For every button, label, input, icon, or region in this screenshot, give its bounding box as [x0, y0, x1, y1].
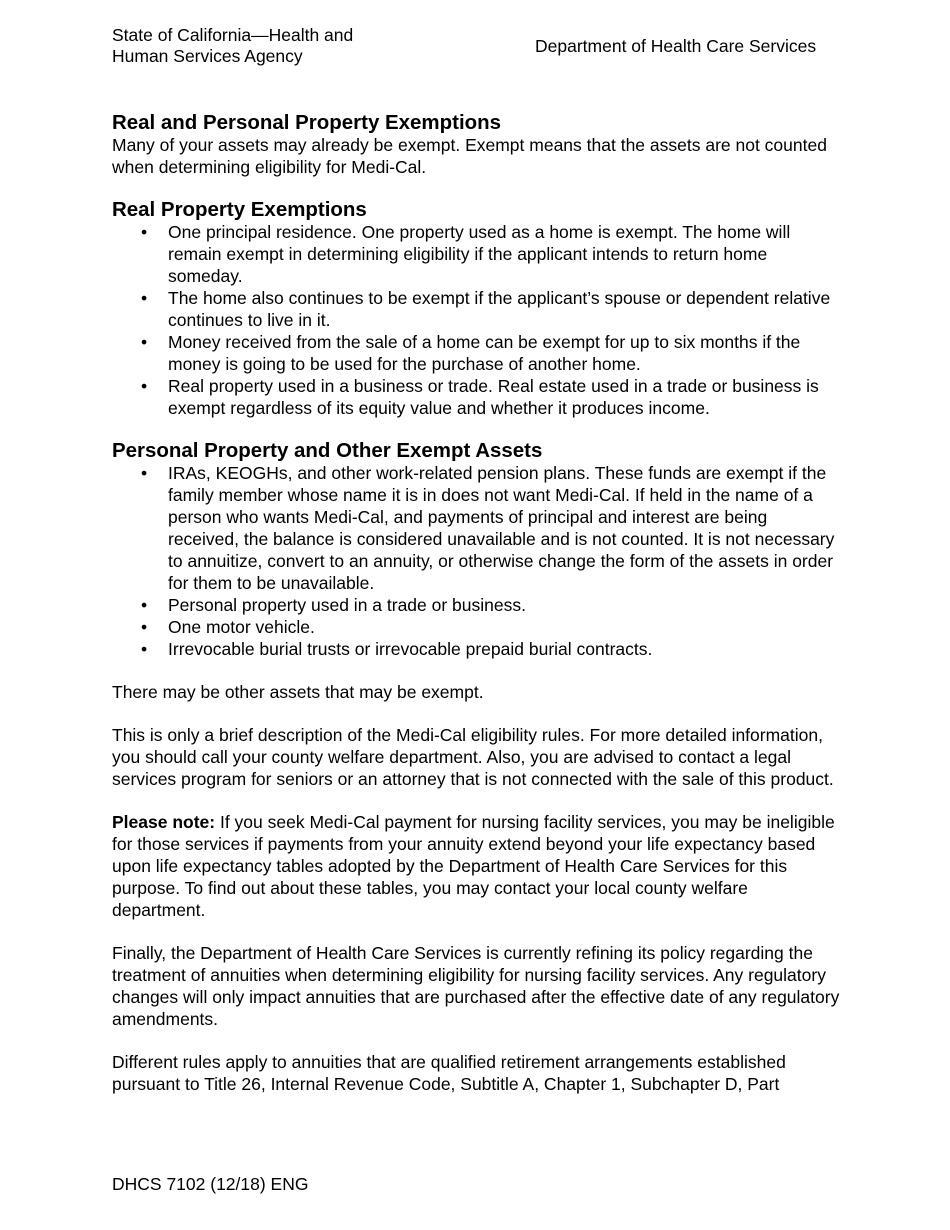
please-note-label: Please note: [112, 812, 216, 832]
form-identifier: DHCS 7102 (12/18) ENG [112, 1174, 309, 1194]
section-title-property-exemptions: Real and Personal Property Exemptions [112, 111, 502, 134]
list-item-text: Irrevocable burial trusts or irrevocable prepaid burial contracts. [168, 639, 653, 659]
please-note-text: If you seek Medi-Cal payment for nursing facility services, you may be ineligible for those services if payments from your annuity extend beyond your life expectancy based upon life expectancy tables adopted by the Department of Health Care Services for this purpose. To find out about these tables, you may contact your local county welfare department. [112, 812, 835, 920]
list-item [112, 616, 842, 638]
intro-paragraph: Many of your assets may already be exempt. Exempt means that the assets are not counted when determining eligibility for Medi-Cal. [112, 135, 827, 177]
list-item-text: One motor vehicle. [168, 617, 315, 637]
different-rules-paragraph: Different rules apply to annuities that are qualified retirement arrangements established pursuant to Title 26, Internal Revenue Code, Subtitle A, Chapter 1, Subchapter D, Part [112, 1052, 786, 1094]
personal-property-list [112, 462, 842, 660]
agency-name [112, 25, 412, 67]
list-item [112, 594, 842, 616]
list-item-text: Money received from the sale of a home can be exempt for up to six months if the money is going to be used for the purchase of another home. [168, 332, 801, 374]
agency-name-line2: Human Services Agency [112, 46, 303, 66]
department-name: Department of Health Care Services [535, 36, 817, 56]
page-header [112, 25, 842, 69]
agency-name-line1: State of California—Health and [112, 25, 354, 45]
brief-description-paragraph: This is only a brief description of the Medi-Cal eligibility rules. For more detailed information, you should call your county welfare department. Also, you are advised to contact a legal services program for seniors or an attorney that is not connected with the sale of this product. [112, 725, 834, 789]
please-note-paragraph [112, 811, 842, 921]
list-item [112, 287, 842, 331]
real-property-list [112, 221, 842, 419]
list-item-text: Real property used in a business or trade. Real estate used in a trade or business is exempt regardless of its equity value and whether it produces income. [168, 376, 819, 418]
bullet-icon: • [141, 376, 148, 396]
other-assets-paragraph: There may be other assets that may be exempt. [112, 682, 484, 702]
list-item [112, 375, 842, 419]
bullet-icon: • [141, 639, 148, 659]
list-item [112, 462, 842, 594]
list-item-text: IRAs, KEOGHs, and other work-related pension plans. These funds are exempt if the family member whose name it is in does not want Medi-Cal. If held in the name of a person who wants Medi-Cal, and payments of principal and interest are being received, the balance is considered unavailable and is not counted. It is not necessary to annuitize, convert to an annuity, or otherwise change the form of the assets in order for them to be unavailable. [168, 463, 835, 593]
bullet-icon: • [141, 288, 148, 308]
list-item [112, 221, 842, 287]
list-item-text: The home also continues to be exempt if the applicant’s spouse or dependent relative continues to live in it. [168, 288, 831, 330]
list-item [112, 638, 842, 660]
section-title-real-property: Real Property Exemptions [112, 198, 367, 221]
bullet-icon: • [141, 222, 148, 242]
bullet-icon: • [141, 617, 148, 637]
list-item-text: One principal residence. One property used as a home is exempt. The home will remain exempt in determining eligibility if the applicant intends to return home someday. [168, 222, 791, 286]
finally-paragraph: Finally, the Department of Health Care Services is currently refining its policy regarding the treatment of annuities when determining eligibility for nursing facility services. Any regulatory changes will only impact annuities that are purchased after the effective date of any regulatory amendments. [112, 943, 840, 1029]
document-page [112, 25, 842, 1095]
list-item [112, 331, 842, 375]
bullet-icon: • [141, 332, 148, 352]
list-item-text: Personal property used in a trade or business. [168, 595, 526, 615]
section-title-personal-property: Personal Property and Other Exempt Assets [112, 439, 543, 462]
bullet-icon: • [141, 595, 148, 615]
bullet-icon: • [141, 463, 148, 483]
